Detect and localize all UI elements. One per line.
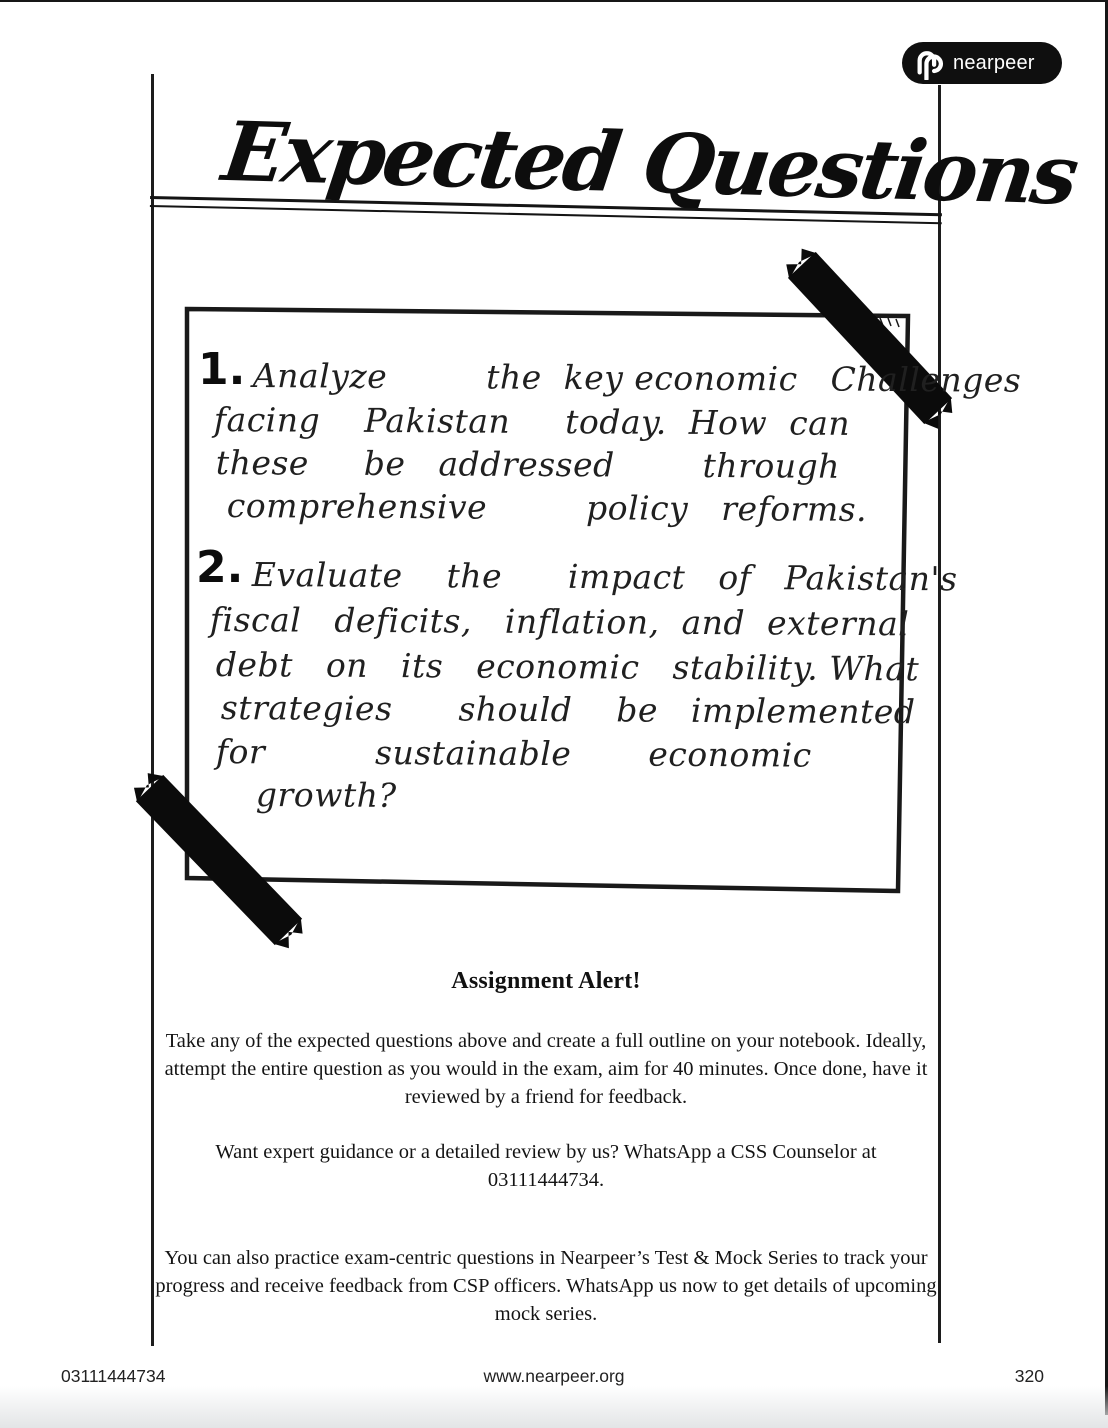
footer-phone: 03111444734 (61, 1366, 166, 1386)
question-2-line-1: Evaluate the impact of Pakistan's (251, 555, 958, 599)
assignment-alert-heading: Assignment Alert! (451, 968, 641, 994)
footer-website: www.nearpeer.org (483, 1366, 625, 1386)
question-2-line-6: growth? (255, 775, 397, 815)
question-1-line-2: facing Pakistan today. How can (213, 400, 851, 443)
footer-page-number: 320 (1014, 1366, 1044, 1386)
question-1-line-1: Analyze the key economic Challenges (252, 356, 1022, 400)
scan-bottom-fade (0, 1386, 1108, 1428)
question-2-line-3: debt on its economic stability. What (215, 645, 920, 689)
question-1-number: 1. (198, 344, 246, 395)
nearpeer-logo-label: nearpeer (953, 51, 1035, 74)
question-2-number: 2. (196, 542, 244, 593)
question-2-line-2: fiscal deficits, inflation, and external (209, 600, 910, 644)
question-1-line-3: these be addressed through (215, 443, 841, 486)
question-2-line-5: for sustainable economic (215, 732, 812, 775)
assignment-alert-section (152, 968, 940, 1355)
page-title: Expected Questions (217, 104, 1082, 224)
assignment-paragraph-2: Want expert guidance or a detailed review by us? WhatsApp a CSS Counselor at 03111444734. (215, 1141, 877, 1191)
question-2-line-4: strategies should be implemented (220, 688, 916, 732)
assignment-paragraph-3: You can also practice exam-centric questions in Nearpeer’s Test & Mock Series to track your progress and receive feedback from CSP officers. WhatsApp us now to get details of upcoming mock series. (155, 1247, 937, 1325)
question-1-line-4: comprehensive policy reforms. (226, 486, 868, 529)
assignment-paragraph-1: Take any of the expected questions above and create a full outline on your notebook. Ideally, attempt the entire question as you would in the exam, aim for 40 minutes. Once done, have it reviewed by a friend for feedback. (164, 1030, 928, 1108)
